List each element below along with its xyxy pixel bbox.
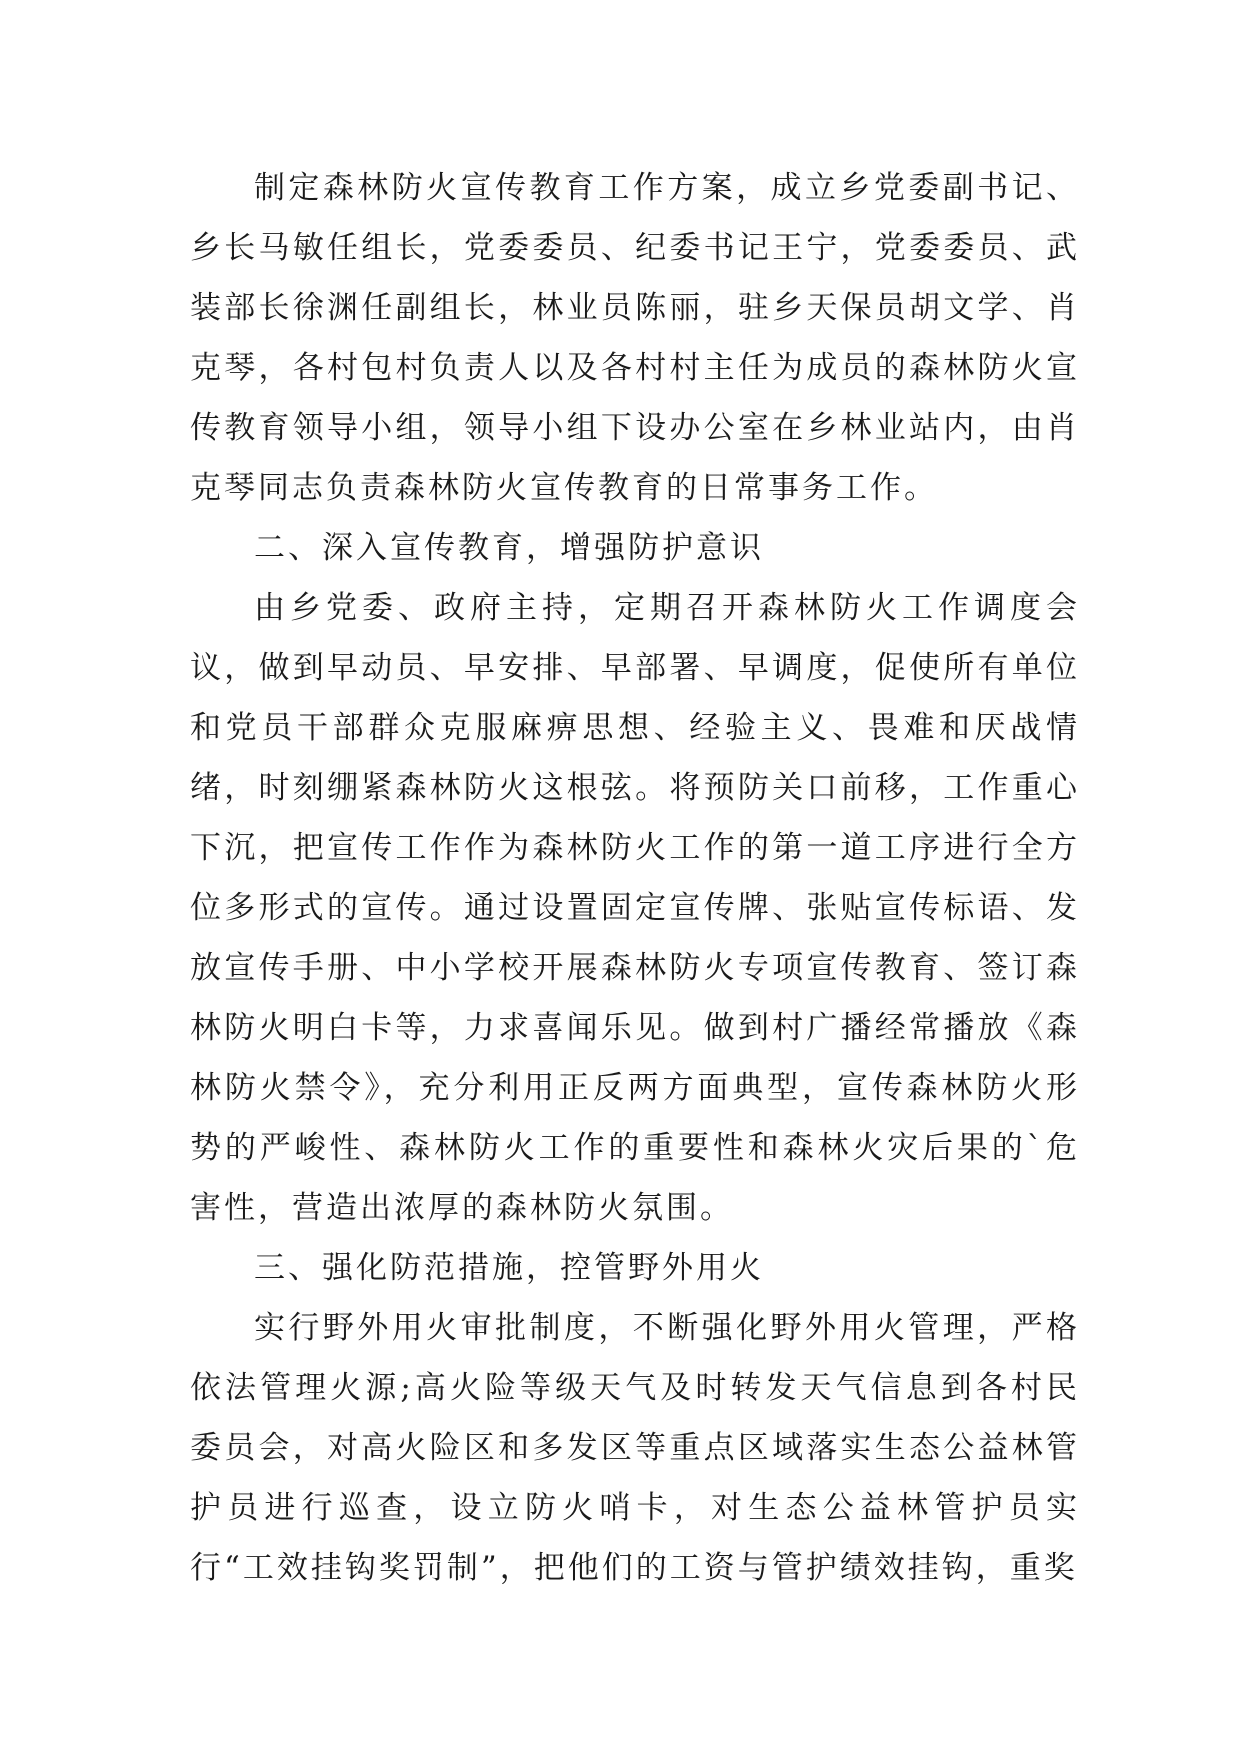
section-heading-three: 三、强化防范措施，控管野外用火 — [254, 1250, 764, 1286]
section-heading-two: 二、深入宣传教育，增强防护意识 — [254, 530, 764, 566]
paragraph-publicity: 由乡党委、政府主持，定期召开森林防火工作调度会议，做到早动员、早安排、早部署、早调度，促使所有单位和党员干部群众克服麻痹思想、经验主义、畏难和厌战情绪，时刻绷紧森林防火这根弦。将预防关口前移，工作重心下沉，把宣传工作作为森林防火工作的第一道工序进行全方位多形式的宣传。通过设置固定宣传牌、张贴宣传标语、发放宣传手册、中小学校开展森林防火专项宣传教育、签订森林防火明白卡等，力求喜闻乐见。做到村广播经常播放《森林防火禁令》，充分利用正反两方面典型，宣传森林防火形势的严峻性、森林防火工作的重要性和森林火灾后果的`危害性，营造出浓厚的森林防火氛围。 — [190, 590, 1080, 1226]
paragraph-leading-group: 制定森林防火宣传教育工作方案，成立乡党委副书记、乡长马敏任组长，党委委员、纪委书记王宁，党委委员、武装部长徐渊任副组长，林业员陈丽，驻乡天保员胡文学、肖克琴，各村包村负责人以及各村村主任为成员的森林防火宣传教育领导小组，领导小组下设办公室在乡林业站内，由肖克琴同志负责森林防火宣传教育的日常事务工作。 — [190, 170, 1080, 506]
paragraph-fire-control: 实行野外用火审批制度，不断强化野外用火管理，严格依法管理火源;高火险等级天气及时转发天气信息到各村民委员会，对高火险区和多发区等重点区域落实生态公益林管护员进行巡查，设立防火哨卡，对生态公益林管护员实行“工效挂钩奖罚制”，把他们的工资与管护绩效挂钩，重奖 — [190, 1310, 1080, 1586]
document-body — [190, 158, 1080, 1598]
